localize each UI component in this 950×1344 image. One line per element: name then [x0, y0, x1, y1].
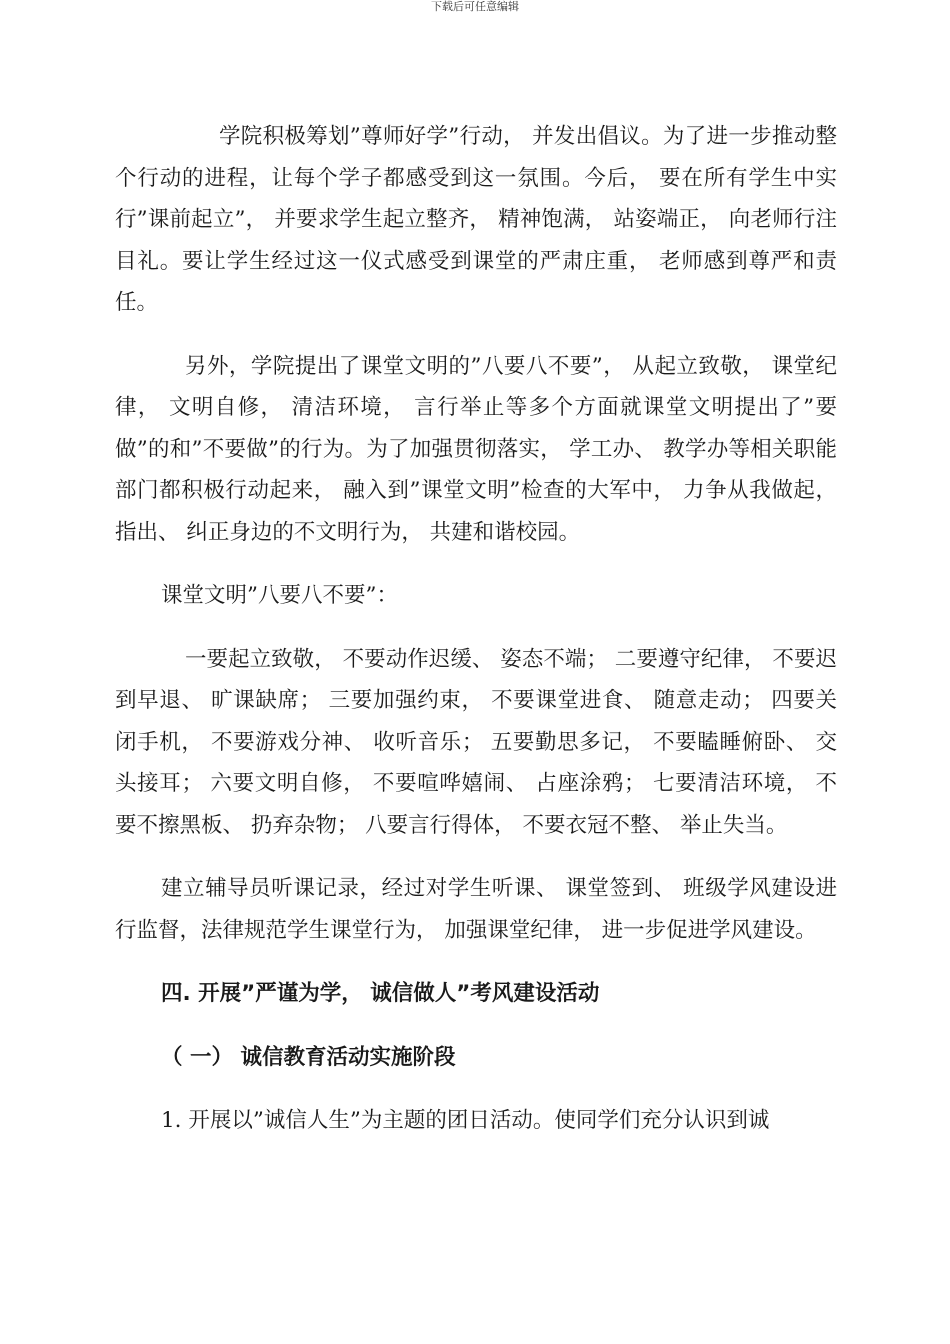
download-note: 下载后可任意编辑: [431, 0, 519, 13]
section-heading-four: 四. 开展”严谨为学， 诚信做人”考风建设活动: [161, 981, 600, 1006]
document-body: [115, 116, 837, 1164]
subsection-heading-one: （ 一） 诚信教育活动实施阶段: [161, 1044, 456, 1070]
paragraph-eight-dos-title: 课堂文明”八要八不要”：: [161, 583, 398, 608]
paragraph-respect-teachers: 学院积极筹划”尊师好学”行动， 并发出倡议。为了进一步推动整个行动的进程，让每个学子都感受到这一氛围。今后， 要在所有学生中实行”课前起立”， 并要求学生起立整齐， 精神饱满， 站姿端正， 向老师行注目礼。要让学生经过这一仪式感受到课堂的严肃庄重， 老师感到尊严和责任。: [115, 124, 837, 315]
paragraph-integrity-activity: 1. 开展以”诚信人生”为主题的团日活动。使同学们充分认识到诚: [161, 1108, 770, 1133]
paragraph-counselor-records: 建立辅导员听课记录，经过对学生听课、 课堂签到、 班级学风建设进行监督，法律规范学生课堂行为， 加强课堂纪律， 进一步促进学风建设。: [115, 876, 837, 943]
paragraph-classroom-civility: 另外，学院提出了课堂文明的”八要八不要”， 从起立致敬， 课堂纪律， 文明自修， 清洁环境， 言行举止等多个方面就课堂文明提出了”要做”的和”不要做”的行为。为了加强贯彻落实， 学工办、 教学办等相关职能部门都积极行动起来， 融入到”课堂文明”检查的大军中， 力争从我做起， 指出、 纠正身边的不文明行为， 共建和谐校园。: [115, 353, 837, 545]
paragraph-eight-dos-list: 一要起立致敬， 不要动作迟缓、 姿态不端； 二要遵守纪律， 不要迟到早退、 旷课缺席； 三要加强约束， 不要课堂进食、 随意走动； 四要关闭手机， 不要游戏分神、 收听音乐； 五要勤思多记， 不要瞌睡俯卧、 交头接耳； 六要文明自修， 不要喧哗嬉闹、 占座涂鸦； 七要清洁环境， 不要不擦黑板、 扔弃杂物； 八要言行得体， 不要衣冠不整、 举止失当。: [115, 646, 837, 838]
